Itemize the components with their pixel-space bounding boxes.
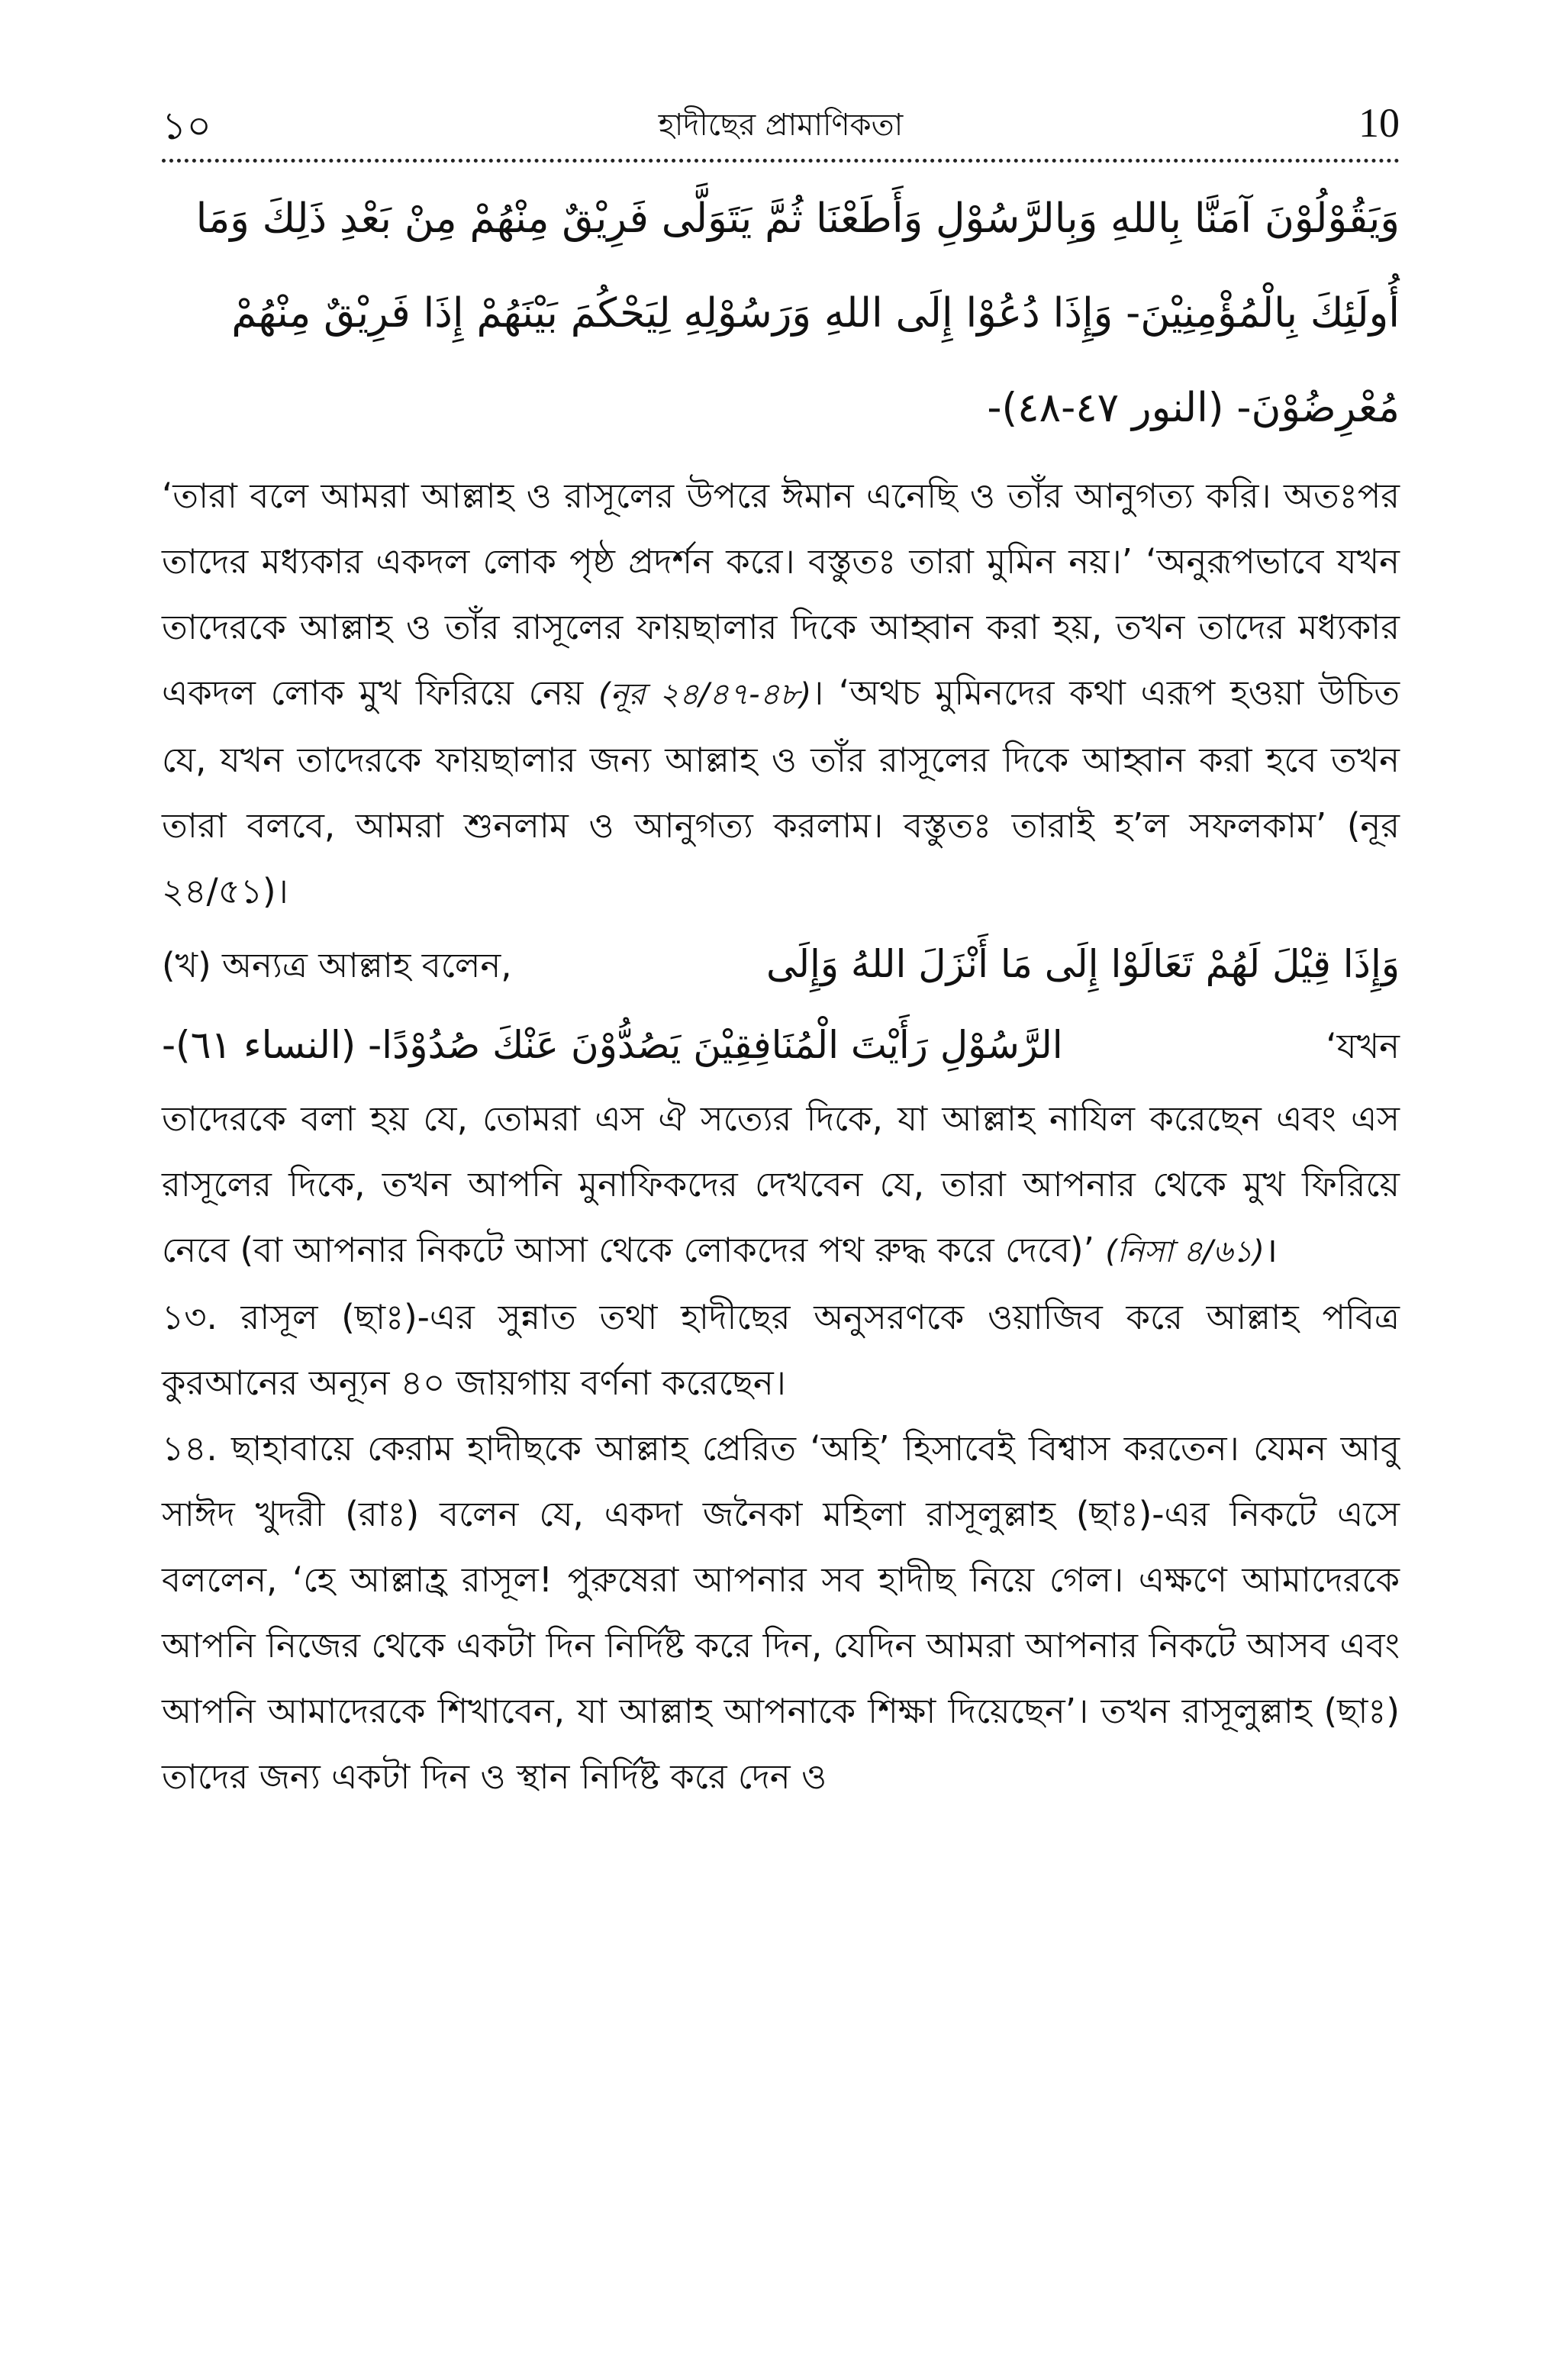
arabic-verse-block [162, 172, 1400, 463]
arabic-inline: وَإِذَا قِيْلَ لَهُمْ تَعَالَوْا إِلَى مَا أَنْزَلَ اللهُ وَإِلَى [766, 942, 1400, 986]
translation-text: । [1264, 1230, 1278, 1270]
page-number: 10 [1358, 100, 1400, 146]
paragraph-lead: (খ) অন্যত্র আল্লাহ বলেন, [162, 945, 512, 985]
page-header [162, 92, 1400, 163]
translation-text: । ‘অথচ মুমিনদের কথা এরূপ হওয়া উচিত যে, যখন তাদেরকে ফায়ছালার জন্য আল্লাহ ও তাঁর রাসূলের দিকে আহ্বান করা হবে তখন তারা বলবে, আমরা শুনলাম ও আনুগত্য করলাম। বস্তুতঃ তারাই হ’ল সফলকাম’ (নূর ২৪/৫১)। [162, 672, 1400, 911]
translation-text: তাদেরকে বলা হয় যে, তোমরা এস ঐ সত্যের দিকে, যা আল্লাহ নাযিল করেছেন এবং এস রাসূলের দিকে, তখন আপনি মুনাফিকদের দেখবেন যে, তারা আপনার থেকে মুখ ফিরিয়ে নেবে (বা আপনার নিকটে আসা থেকে লোকদের পথ রুদ্ধ করে দেবে)’ [162, 1098, 1400, 1270]
numbered-paragraph-14: ১৪. ছাহাবায়ে কেরাম হাদীছকে আল্লাহ প্রেরিত ‘অহি’ হিসাবেই বিশ্বাস করতেন। যেমন আবু সাঈদ খুদরী (রাঃ) বলেন যে, একদা জনৈকা মহিলা রাসূলুল্লাহ (ছাঃ)-এর নিকটে এসে বললেন, ‘হে আল্লাহ্র রাসূল! পুরুষেরা আপনার সব হাদীছ নিয়ে গেল। এক্ষণে আমাদেরকে আপনি নিজের থেকে একটা দিন নির্দিষ্ট করে দিন, যেদিন আমরা আপনার নিকটে আসব এবং আপনি আমাদেরকে শিখাবেন, যা আল্লাহ আপনাকে শিক্ষা দিয়েছেন’। তখন রাসূলুল্লাহ (ছাঃ) তাদের জন্য একটা দিন ও স্থান নির্দিষ্ট করে দেন ও [162, 1428, 1400, 1797]
numbered-paragraph-13: ১৩. রাসূল (ছাঃ)-এর সুন্নাত তথা হাদীছের অনুসরণকে ওয়াজিব করে আল্লাহ পবিত্র কুরআনের অন্যূন ৪০ জায়গায় বর্ণনা করেছেন। [162, 1297, 1400, 1403]
translation-start: ‘যখন [1326, 1026, 1400, 1066]
running-title: হাদীছের প্রামাণিকতা [658, 108, 904, 143]
arabic-verse-line: مُعْرِضُوْنَ- (النور ٤٧-٤٨)- [987, 385, 1400, 431]
citation: (নিসা ৪/৬১) [1105, 1234, 1265, 1269]
translation-paragraph [162, 463, 1400, 924]
mixed-line [162, 924, 1400, 1005]
citation: (নূর ২৪/৪৭-৪৮) [598, 677, 812, 712]
arabic-verse-line: أُولَئِكَ بِالْمُؤْمِنِيْنَ- وَإِذَا دُعُوْا إِلَى اللهِ وَرَسُوْلِهِ لِيَحْكُمَ بَيْنَهُمْ إِذَا فَرِيْقٌ مِنْهُمْ [231, 290, 1400, 337]
book-page [162, 92, 1400, 2305]
translation-text: ‘তারা বলে আমরা আল্লাহ ও রাসূলের উপরে ঈমান এনেছি ও তাঁর আনুগত্য করি। অতঃপর তাদের মধ্যকার একদল লোক পৃষ্ঠ প্রদর্শন করে। বস্তুতঃ তারা মুমিন নয়।’ ‘অনুরূপভাবে যখন তাদেরকে আল্লাহ ও তাঁর রাসূলের ফায়ছালার দিকে আহ্বান করা হয়, তখন তাদের মধ্যকার একদল লোক মুখ ফিরিয়ে নেয় [162, 476, 1400, 713]
arabic-inline: الرَّسُوْلِ رَأَيْتَ الْمُنَافِقِيْنَ يَصُدُّوْنَ عَنْكَ صُدُوْدًا- (النساء ٦١)- [162, 1023, 1063, 1067]
page-number-bengali: ১০ [162, 104, 211, 148]
paragraph-kha [162, 924, 1400, 1285]
mixed-line [162, 1005, 1400, 1086]
translation-paragraph [162, 1086, 1400, 1285]
arabic-verse-line: وَيَقُوْلُوْنَ آمَنَّا بِاللهِ وَبِالرَّسُوْلِ وَأَطَعْنَا ثُمَّ يَتَوَلَّى فَرِيْقٌ مِنْهُمْ مِنْ بَعْدِ ذَلِكَ وَمَا [195, 195, 1400, 242]
